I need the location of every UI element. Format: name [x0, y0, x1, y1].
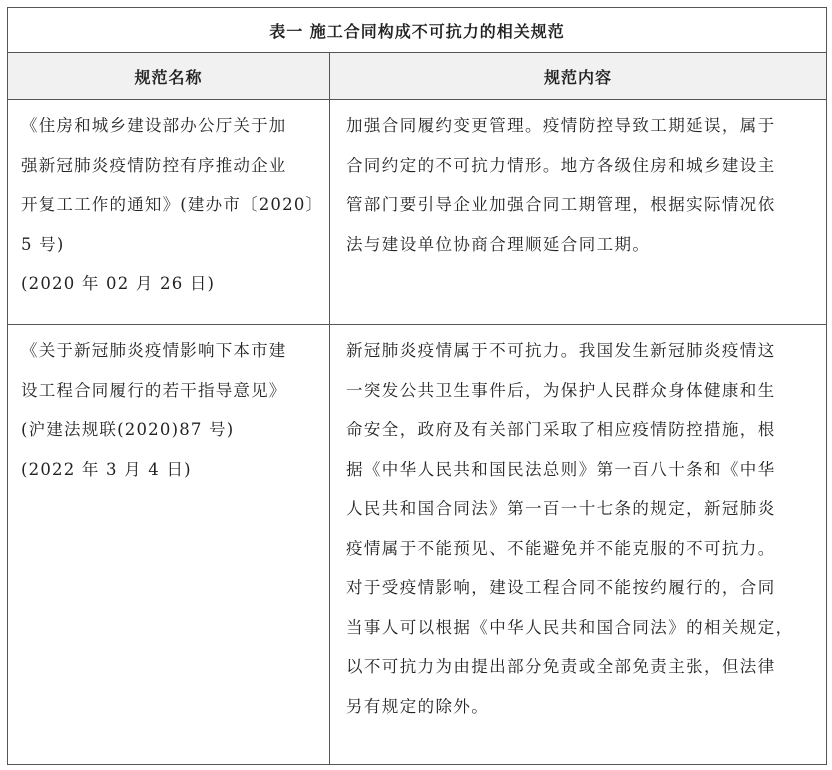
regulation-name-line: 强新冠肺炎疫情防控有序推动企业: [21, 155, 287, 175]
table-title-row: [8, 8, 827, 53]
regulation-content-line: 新冠肺炎疫情属于不可抗力。我国发生新冠肺炎疫情这: [346, 341, 776, 360]
regulation-content-line: 管部门要引导企业加强合同工期管理，根据实际情况依: [346, 195, 776, 214]
table-row: [8, 325, 827, 765]
regulation-table: [7, 7, 827, 765]
regulation-content-line: 当事人可以根据《中华人民共和国合同法》的相关规定，: [346, 617, 794, 637]
regulation-name-line: 开复工工作的通知》(建办市〔2020〕: [21, 195, 324, 214]
regulation-name-line: 《关于新冠肺炎疫情影响下本市建: [21, 341, 287, 360]
regulation-content-line: 另有规定的除外。: [346, 696, 490, 716]
regulation-content-line: 法与建设单位协商合理顺延合同工期。: [346, 234, 651, 254]
regulation-content-line: 对于受疫情影响，建设工程合同不能按约履行的，合同: [346, 578, 776, 597]
regulation-content-line: 人民共和国合同法》第一百一十七条的规定，新冠肺炎: [346, 499, 776, 518]
regulation-content-line: 合同约定的不可抗力情形。地方各级住房和城乡建设主: [346, 155, 776, 175]
regulation-name-cell: [8, 325, 330, 765]
regulation-name-line: 设工程合同履行的若干指导意见》: [21, 380, 287, 400]
regulation-content-cell: [330, 325, 827, 765]
regulation-name-line: (沪建法规联(2020)87 号): [21, 420, 235, 439]
header-regulation-content: 规范内容: [330, 53, 827, 100]
table-header-row: [8, 53, 827, 100]
regulation-content-line: 以不可抗力为由提出部分免责或全部免责主张，但法律: [346, 657, 776, 676]
table-row: [8, 100, 827, 325]
regulation-name-line: 《住房和城乡建设部办公厅关于加: [21, 116, 287, 135]
regulation-content-line: 疫情属于不能预见、不能避免并不能克服的不可抗力。: [346, 538, 776, 558]
header-regulation-name: 规范名称: [8, 53, 330, 100]
regulation-name-line: 5 号): [21, 234, 65, 254]
regulation-date-line: (2020 年 02 月 26 日): [21, 274, 216, 293]
regulation-content-cell: [330, 100, 827, 325]
table-title: 表一 施工合同构成不可抗力的相关规范: [8, 8, 827, 53]
regulation-content-line: 加强合同履约变更管理。疫情防控导致工期延误，属于: [346, 116, 776, 135]
regulation-content-line: 据《中华人民共和国民法总则》第一百八十条和《中华: [346, 459, 776, 479]
regulation-content-line: 一突发公共卫生事件后，为保护人民群众身体健康和生: [346, 380, 776, 400]
regulation-content-line: 命安全，政府及有关部门采取了相应疫情防控措施，根: [346, 420, 776, 439]
regulation-name-cell: [8, 100, 330, 325]
regulation-date-line: (2022 年 3 月 4 日): [21, 459, 192, 479]
